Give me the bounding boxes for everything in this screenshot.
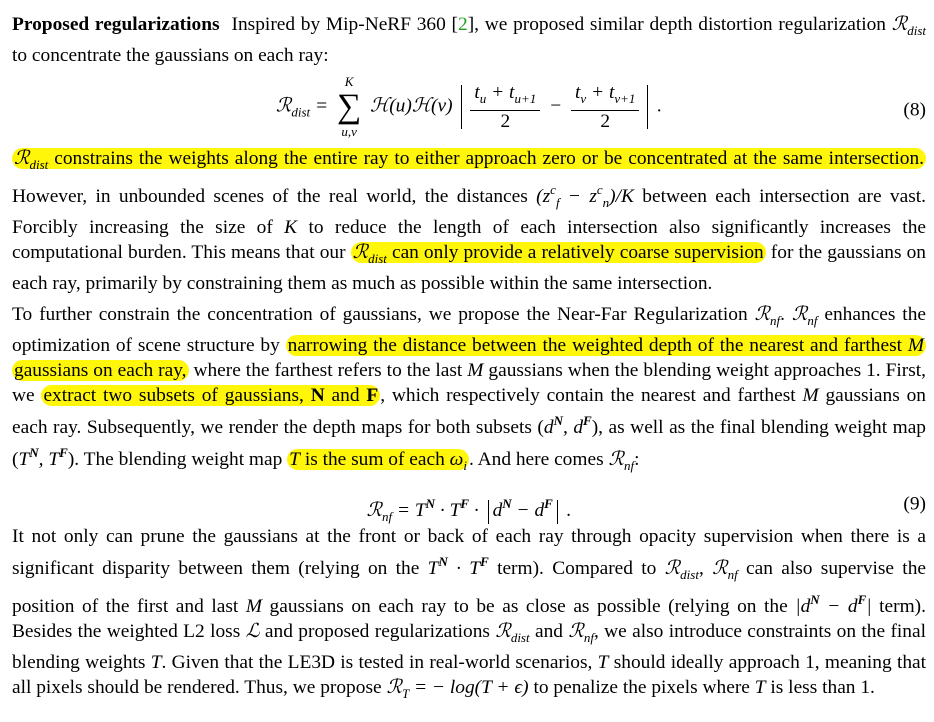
section-title: Proposed regularizations bbox=[12, 14, 220, 35]
paragraph-3: To further constrain the concentration of gaussians, we propose the Near-Far Regularization ℛ$_{nf}$. ℛ$_{nf}$ enhances the optimization of scene structure by narrowing the distance between the weighted depth of the nearest and farthest M gaussians on each ray, where the farthest refers to the last M gaussians when the blending weight approaches 1. First, we extract two subsets of gaussians, N and F , which respectively contain the nearest and farthest M gaussians on each ray. Subsequently, we render the depth maps for both subsets ($d^N$, $d^F$), as well as the final blending weight map ($T^N$, $T^F$). The blending weight map T is the sum of each $\omega_i$ . And here comes ℛ$_{nf}$: bbox=[12, 304, 927, 473]
equation-number-8: (8) bbox=[903, 99, 926, 121]
equation-number-9: (9) bbox=[903, 493, 926, 515]
highlight: extract two subsets of gaussians, N and F bbox=[43, 385, 379, 406]
equation-8: ℛ$_{dist}$ = K ∑ u,v ℋ(u)ℋ(v) $\frac{t_u + t_{u+1}}{2}$ − $\frac{t_v + t_{v+1}}{2}$ . (8) bbox=[275, 74, 926, 139]
highlight: T is the sum of each $\omega_i$ bbox=[289, 449, 467, 473]
highlight: ℛ$_{dist}$ constrains the weights along the entire ray to either approach zero or be concentrated at the same intersection. bbox=[14, 148, 924, 172]
highlight: narrowing the distance between the weighted depth of the nearest and farthest M gaussians on each ray, bbox=[14, 335, 925, 381]
highlight: ℛ$_{dist}$ can only provide a relatively coarse supervision bbox=[352, 242, 764, 266]
paragraph-1: Proposed regularizations Inspired by Mip-NeRF 360 [2], we proposed similar depth distortion regularization ℛ$_{dist}$ to concentrate the gaussians on each ray: bbox=[12, 14, 926, 66]
citation-link[interactable]: 2 bbox=[458, 14, 468, 35]
equation-9: ℛ$_{nf}$ = $T^N \cdot T^F \cdot d^N - d^F$ . (9) bbox=[366, 493, 926, 524]
paragraph-4: It not only can prune the gaussians at the front or back of each ray through opacity supervision when there is a significant disparity between them (relying on the $T^N \cdot T^F$ term). Compared to ℛ$_{dist}$, ℛ$_{nf}$ can also supervise the position of the first and last M gaussians on each ray to be as close as possible (relying on the $|d^N - d^F|$ term). Besides the weighted L2 loss ℒ and proposed regularizations ℛ$_{dist}$ and ℛ$_{nf}$, we also introduce constraints on the final blending weights T. Given that the LE3D is tested in real-world scenarios, T should ideally approach 1, meaning that all pixels should be rendered. Thus, we propose ℛ$_T$ = − log(T + ϵ) to penalize the pixels where T is less than 1. bbox=[12, 526, 927, 701]
paper-page bbox=[12, 12, 926, 706]
paragraph-2: ℛ$_{dist}$ constrains the weights along the entire ray to either approach zero or be concentrated at the same intersection. However, in unbounded scenes of the real world, the distances $(z^c_f - z^c_n)/K$ between each intersection are vast. Forcibly increasing the size of K to reduce the length of each intersection also significantly increases the computational burden. This means that our ℛ$_{dist}$ can only provide a relatively coarse supervision for the gaussians on each ray, primarily by constraining them as much as possible within the same intersection. bbox=[12, 148, 926, 294]
